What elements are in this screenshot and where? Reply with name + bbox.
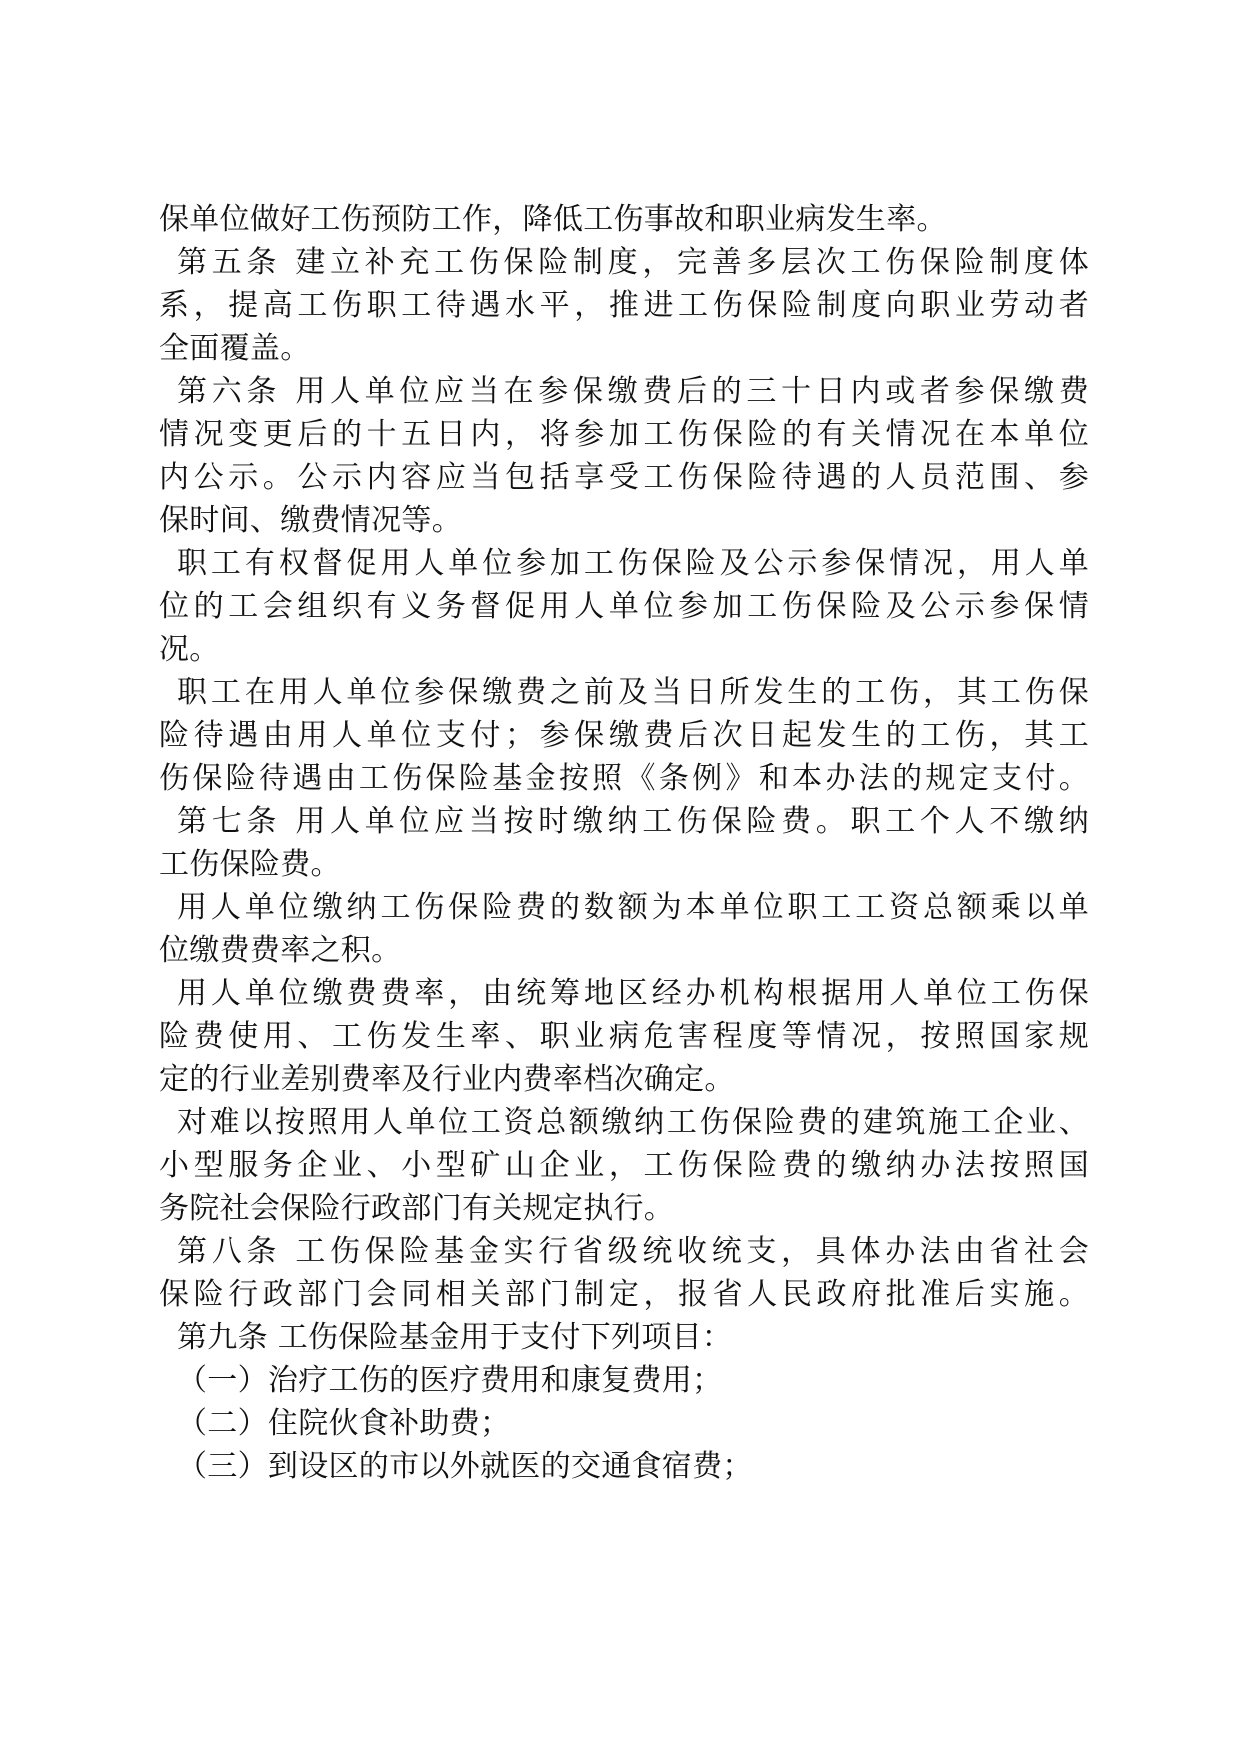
text-line: 情况变更后的十五日内，将参加工伤保险的有关情况在本单位	[159, 417, 1089, 452]
text-line: 第七条 用人单位应当按时缴纳工伤保险费。职工个人不缴纳	[177, 804, 1089, 839]
text-line: 内公示。公示内容应当包括享受工伤保险待遇的人员范围、参	[159, 460, 1089, 495]
text-line: 系，提高工伤职工待遇水平，推进工伤保险制度向职业劳动者	[159, 288, 1089, 323]
text-line: 职工在用人单位参保缴费之前及当日所发生的工伤，其工伤保	[177, 675, 1089, 710]
text-line: 工伤保险费。	[159, 847, 341, 882]
text-line: 保险行政部门会同相关部门制定，报省人民政府批准后实施。	[159, 1277, 1089, 1312]
text-line: 第九条 工伤保险基金用于支付下列项目：	[177, 1320, 733, 1355]
document-text-body	[159, 198, 1089, 1488]
text-line: 第八条 工伤保险基金实行省级统收统支，具体办法由省社会	[177, 1234, 1089, 1269]
text-line: 保时间、缴费情况等。	[159, 503, 462, 538]
text-line: 小型服务企业、小型矿山企业，工伤保险费的缴纳办法按照国	[159, 1148, 1089, 1183]
text-line: 第六条 用人单位应当在参保缴费后的三十日内或者参保缴费	[177, 374, 1089, 409]
text-line: 对难以按照用人单位工资总额缴纳工伤保险费的建筑施工企业、	[177, 1105, 1089, 1140]
text-line: 用人单位缴费费率，由统筹地区经办机构根据用人单位工伤保	[177, 976, 1089, 1011]
text-line: 位的工会组织有义务督促用人单位参加工伤保险及公示参保情	[159, 589, 1089, 624]
text-line: 定的行业差别费率及行业内费率档次确定。	[159, 1062, 735, 1097]
text-line: 全面覆盖。	[159, 331, 311, 366]
text-line: 务院社会保险行政部门有关规定执行。	[159, 1191, 675, 1226]
text-line: 第五条 建立补充工伤保险制度，完善多层次工伤保险制度体	[177, 245, 1089, 280]
text-line: 况。	[159, 632, 220, 667]
text-line: 保单位做好工伤预防工作，降低工伤事故和职业病发生率。	[159, 202, 947, 237]
text-line: 位缴费费率之积。	[159, 933, 402, 968]
text-line: 险费使用、工伤发生率、职业病危害程度等情况，按照国家规	[159, 1019, 1089, 1054]
text-line: （三）到设区的市以外就医的交通食宿费；	[177, 1449, 753, 1484]
text-line: （二）住院伙食补助费；	[177, 1406, 511, 1441]
text-line: 险待遇由用人单位支付；参保缴费后次日起发生的工伤，其工	[159, 718, 1089, 753]
text-line: 职工有权督促用人单位参加工伤保险及公示参保情况，用人单	[177, 546, 1089, 581]
text-line: 用人单位缴纳工伤保险费的数额为本单位职工工资总额乘以单	[177, 890, 1089, 925]
text-line: （一）治疗工伤的医疗费用和康复费用；	[177, 1363, 723, 1398]
text-line: 伤保险待遇由工伤保险基金按照《条例》和本办法的规定支付。	[159, 761, 1089, 796]
